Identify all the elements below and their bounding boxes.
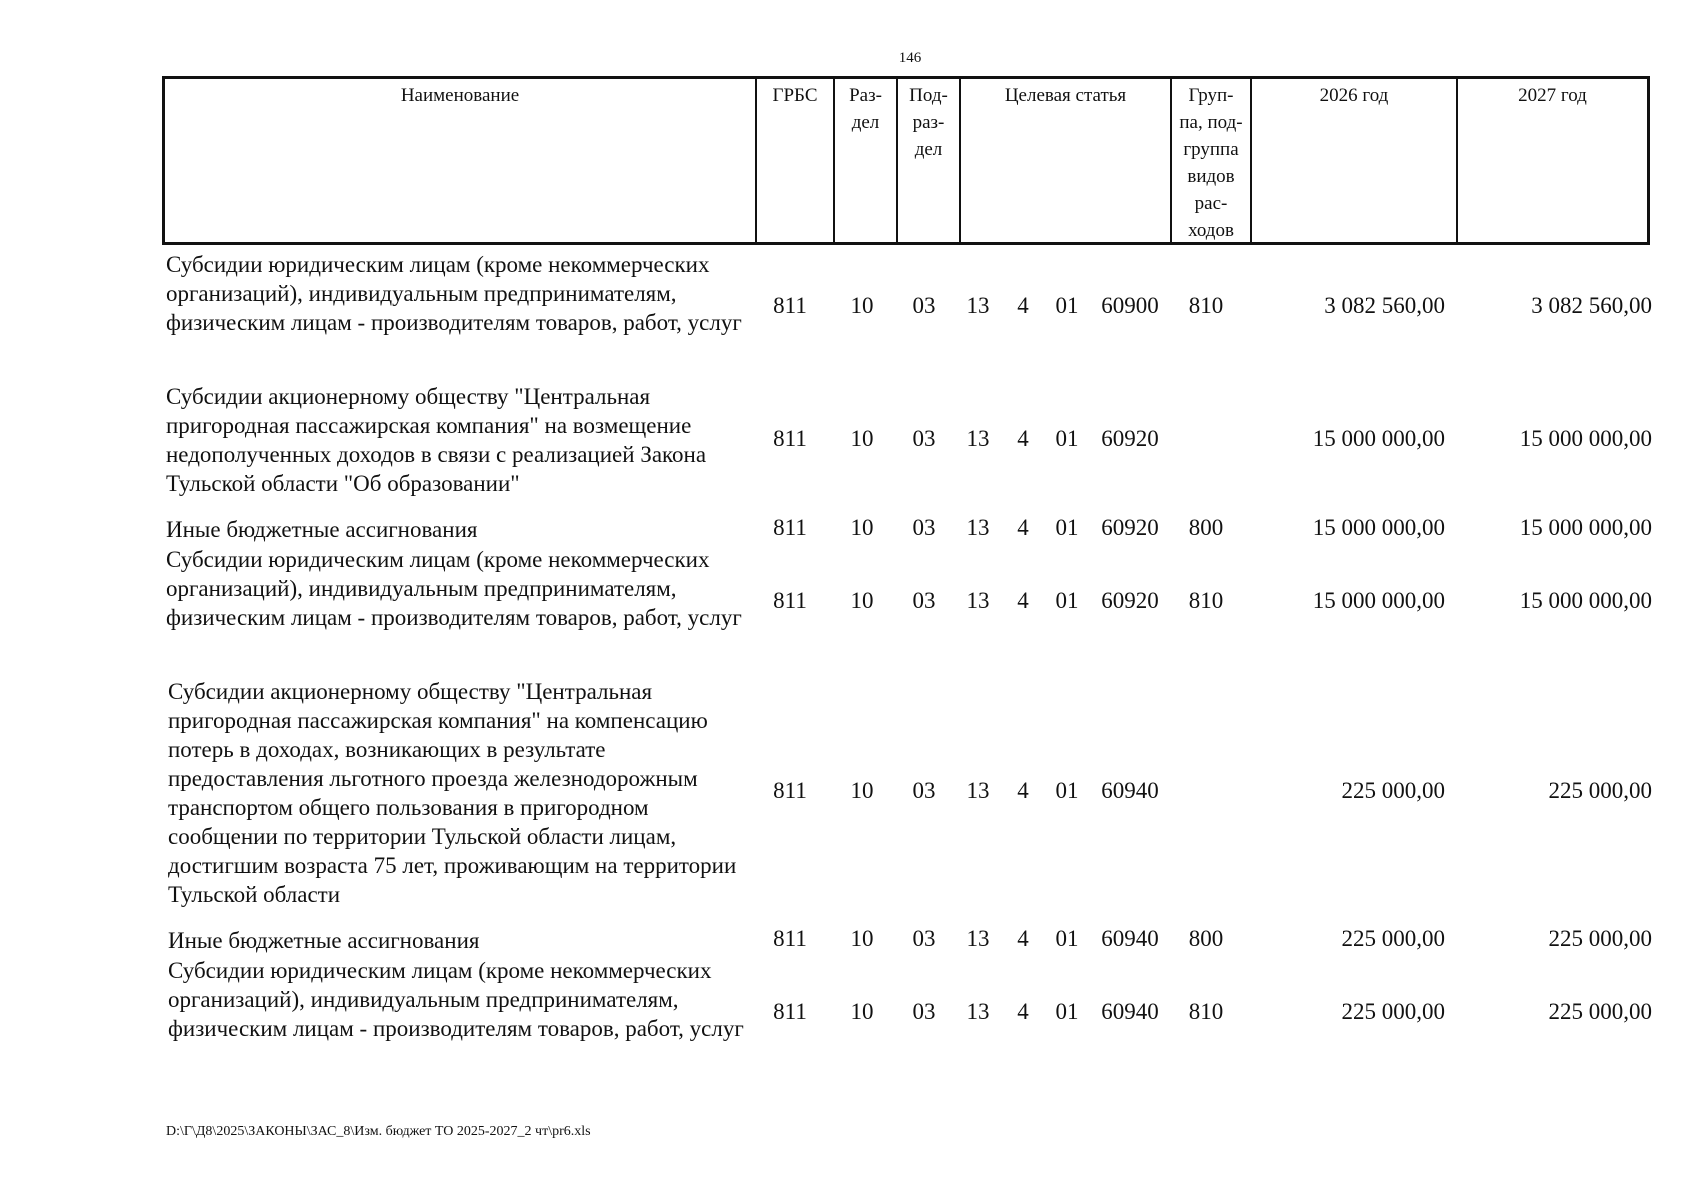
row-razdel: 10 xyxy=(850,778,874,803)
row-amount-2027: 225 000,00 xyxy=(1548,778,1652,803)
file-path-footer: D:\Г\Д8\2025\ЗАКОНЫ\ЗАС_8\Изм. бюджет ТО 2025-2027_2 чт\pr6.xls xyxy=(166,1124,591,1139)
row-cs-type: 4 xyxy=(1017,999,1029,1024)
row-cs-program: 13 xyxy=(966,515,990,540)
header-2026: 2026 год xyxy=(1250,79,1456,242)
row-group: 800 xyxy=(1188,515,1224,540)
header-grbs: ГРБС xyxy=(755,79,833,242)
row-grbs: 811 xyxy=(773,293,807,318)
row-cs-program: 13 xyxy=(966,926,990,951)
row-podrazdel: 03 xyxy=(912,293,936,318)
row-grbs: 811 xyxy=(773,588,807,613)
row-grbs: 811 xyxy=(773,926,807,951)
row-cs-type: 4 xyxy=(1017,426,1029,451)
row-amount-2026: 3 082 560,00 xyxy=(1324,293,1445,318)
row-amount-2026: 15 000 000,00 xyxy=(1312,588,1445,613)
row-grbs: 811 xyxy=(773,999,807,1024)
header-2027: 2027 год xyxy=(1456,79,1647,242)
row-amount-2027: 15 000 000,00 xyxy=(1519,426,1652,451)
row-cs-type: 4 xyxy=(1017,588,1029,613)
row-cs-direction: 60940 xyxy=(1101,926,1159,951)
row-amount-2027: 15 000 000,00 xyxy=(1519,515,1652,540)
header-expense-group: Груп- па, под- группа видов рас- ходов xyxy=(1170,79,1250,242)
row-cs-subprogram: 01 xyxy=(1055,426,1079,451)
row-razdel: 10 xyxy=(850,293,874,318)
row-amount-2027: 3 082 560,00 xyxy=(1531,293,1652,318)
row-group: 810 xyxy=(1188,588,1224,613)
row-cs-direction: 60920 xyxy=(1101,426,1159,451)
row-amount-2027: 225 000,00 xyxy=(1548,999,1652,1024)
row-name: Субсидии юридическим лицам (кроме некоммерческих организаций), индивидуальным предпринимателям, физическим лицам - производителям товаров, работ, услуг xyxy=(166,252,742,335)
row-grbs: 811 xyxy=(773,778,807,803)
row-name: Субсидии юридическим лицам (кроме некоммерческих организаций), индивидуальным предпринимателям, физическим лицам - производителям товаров, работ, услуг xyxy=(166,547,742,630)
row-name: Субсидии юридическим лицам (кроме некоммерческих организаций), индивидуальным предпринимателям, физическим лицам - производителям товаров, работ, услуг xyxy=(168,958,744,1041)
row-cs-subprogram: 01 xyxy=(1055,293,1079,318)
row-podrazdel: 03 xyxy=(912,926,936,951)
row-cs-type: 4 xyxy=(1017,926,1029,951)
row-cs-type: 4 xyxy=(1017,778,1029,803)
row-group: 810 xyxy=(1188,999,1224,1024)
row-name: Субсидии акционерному обществу "Центральная пригородная пассажирская компания" на компенсацию потерь в доходах, возникающих в результате предоставления льготного проезда железнодорожным транспортом общего пользования в пригородном сообщении по территории Тульской области лицам, достигшим возраста 75 лет, проживающим на территории Тульской области xyxy=(168,679,737,907)
row-amount-2026: 15 000 000,00 xyxy=(1312,515,1445,540)
row-podrazdel: 03 xyxy=(912,999,936,1024)
row-amount-2026: 225 000,00 xyxy=(1341,926,1445,951)
row-amount-2026: 15 000 000,00 xyxy=(1312,426,1445,451)
row-podrazdel: 03 xyxy=(912,778,936,803)
row-name: Иные бюджетные ассигнования xyxy=(166,517,478,542)
row-cs-subprogram: 01 xyxy=(1055,926,1079,951)
row-razdel: 10 xyxy=(850,999,874,1024)
header-razdel: Раз- дел xyxy=(833,79,896,242)
row-cs-program: 13 xyxy=(966,293,990,318)
row-cs-subprogram: 01 xyxy=(1055,515,1079,540)
row-cs-program: 13 xyxy=(966,426,990,451)
header-name: Наименование xyxy=(400,85,520,106)
row-cs-direction: 60940 xyxy=(1101,778,1159,803)
row-cs-subprogram: 01 xyxy=(1055,588,1079,613)
row-grbs: 811 xyxy=(773,426,807,451)
row-cs-direction: 60940 xyxy=(1101,999,1159,1024)
row-amount-2026: 225 000,00 xyxy=(1341,778,1445,803)
row-podrazdel: 03 xyxy=(912,588,936,613)
row-podrazdel: 03 xyxy=(912,426,936,451)
row-grbs: 811 xyxy=(773,515,807,540)
row-cs-direction: 60920 xyxy=(1101,588,1159,613)
row-group: 800 xyxy=(1188,926,1224,951)
row-amount-2027: 15 000 000,00 xyxy=(1519,588,1652,613)
row-cs-program: 13 xyxy=(966,999,990,1024)
row-razdel: 10 xyxy=(850,515,874,540)
header-podrazdel: Под- раз- дел xyxy=(896,79,959,242)
row-group: 810 xyxy=(1188,293,1224,318)
row-name: Субсидии акционерному обществу "Центральная пригородная пассажирская компания" на возмещение недополученных доходов в связи с реализацией Закона Тульской области "Об образовании" xyxy=(166,384,707,496)
row-razdel: 10 xyxy=(850,588,874,613)
page-number: 146 xyxy=(898,50,922,66)
row-razdel: 10 xyxy=(850,426,874,451)
header-target-article: Целевая статья xyxy=(959,79,1170,242)
row-podrazdel: 03 xyxy=(912,515,936,540)
row-cs-subprogram: 01 xyxy=(1055,999,1079,1024)
row-cs-program: 13 xyxy=(966,778,990,803)
row-amount-2027: 225 000,00 xyxy=(1548,926,1652,951)
row-razdel: 10 xyxy=(850,926,874,951)
row-cs-direction: 60920 xyxy=(1101,515,1159,540)
row-cs-type: 4 xyxy=(1017,515,1029,540)
row-cs-direction: 60900 xyxy=(1101,293,1159,318)
row-cs-type: 4 xyxy=(1017,293,1029,318)
row-name: Иные бюджетные ассигнования xyxy=(168,928,480,953)
row-cs-subprogram: 01 xyxy=(1055,778,1079,803)
row-amount-2026: 225 000,00 xyxy=(1341,999,1445,1024)
row-cs-program: 13 xyxy=(966,588,990,613)
table-header xyxy=(162,76,1650,245)
